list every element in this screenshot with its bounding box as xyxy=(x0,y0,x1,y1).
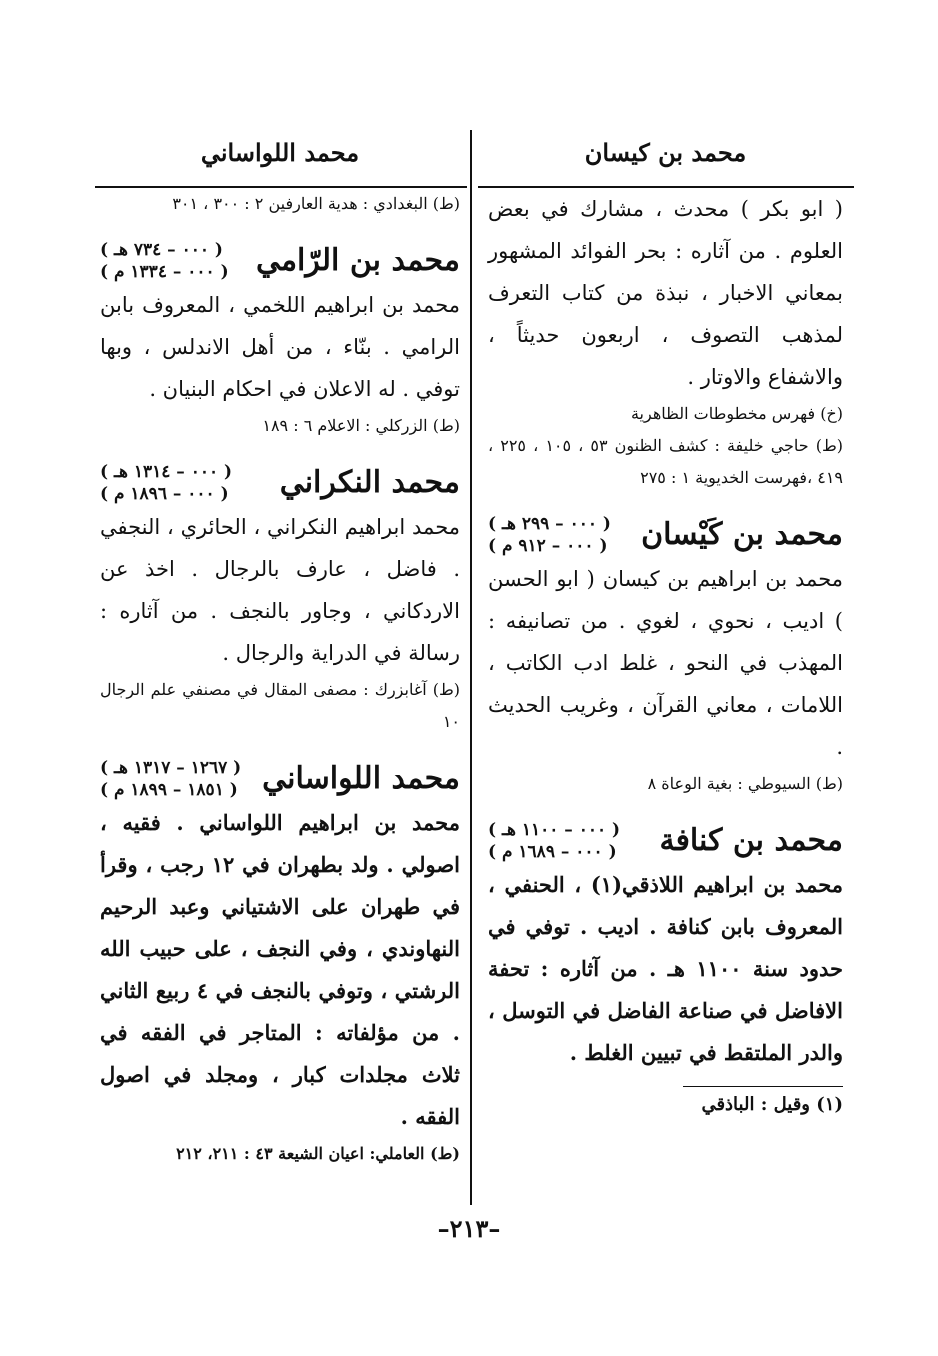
column-divider xyxy=(470,130,472,1205)
entry-text: محمد بن ابراهيم بن كيسان ( ابو الحسن ) اديب ، نحوي ، لغوي . من تصانيفه : المهذب في النحو ، غلط ادب الكاتب ، اللامات ، معاني القرآن ، وغريب الحديث . xyxy=(488,567,843,759)
footnote-rule xyxy=(683,1086,843,1087)
entry-heading xyxy=(488,818,843,864)
entry-ibn-kunafa xyxy=(488,818,843,1074)
entry-dates xyxy=(100,461,232,505)
left-column xyxy=(100,188,460,1170)
entry-reference: (ط) السيوطي : بغية الوعاة ٨ xyxy=(647,774,843,793)
entry-ibn-kaysan xyxy=(488,512,843,800)
entry-dates xyxy=(100,757,241,801)
gregorian-dates: ( ٠٠٠ – ١٣٣٤ م ) xyxy=(100,262,229,282)
entry-dates xyxy=(100,239,229,283)
entry-dates xyxy=(488,513,611,557)
reference-printed: (ط) حاجي خليفة : كشف الظنون ٥٣ ، ١٠٥ ، ٢٢٥ ، ٤١٩ ،فهرست الخديوية ١ : ٢٧٥ xyxy=(488,436,844,487)
gregorian-dates: ( ٠٠٠ – ١٦٨٩ م ) xyxy=(488,842,617,862)
entry-heading xyxy=(488,512,843,558)
entry-text: محمد بن ابراهيم اللخمي ، المعروف بابن الرامي . بنّاء ، من أهل الاندلس ، وبها توفي . له الاعلان في احكام البنيان . xyxy=(100,293,460,401)
entry-dates xyxy=(488,819,620,863)
running-header-right: محمد بن كيسان xyxy=(584,138,747,167)
entry-reference: (ط) العاملي: اعيان الشيعة ٤٣ : ٢١١، ٢١٢ xyxy=(176,1144,460,1163)
gregorian-dates: ( ١٨٥١ – ١٨٩٩ م ) xyxy=(100,780,238,800)
right-column xyxy=(488,188,843,1119)
entry-text: محمد بن ابراهيم اللواساني . فقيه ، اصولي . ولد بطهران في ١٢ رجب ، وقرأ في طهران على الاشتياني وعبد الرحيم النهاوندي ، وفي النجف ، على حبيب الله الرشتي ، وتوفي بالنجف في ٤ ربيع الثاني . من مؤلفاته : المتاجر في الفقه في ثلاث مجلدات كبار ، ومجلد في اصول الفقه . xyxy=(100,810,460,1129)
gregorian-dates: ( ٠٠٠ – ١٨٩٦ م ) xyxy=(100,484,229,504)
entry-text: محمد ابراهيم النكراني ، الحائري ، النجفي . فاضل ، عارف بالرجال . اخذ عن الاردكاني ، وجاور بالنجف . من آثاره : رسالة في الدراية والرجال . xyxy=(100,515,460,665)
hijri-dates: ( ٠٠٠ – ٧٣٤ هـ ) xyxy=(100,240,223,260)
continued-reference: (ط) البغدادي : هدية العارفين ٢ : ٣٠٠ ، ٣٠١ xyxy=(172,194,460,213)
entry-al-nakrani xyxy=(100,460,460,738)
running-header-left: محمد اللواساني xyxy=(200,138,360,167)
entry-name: محمد بن كَيْسان xyxy=(641,517,843,552)
hijri-dates: ( ٠٠٠ – ١٣١٤ هـ ) xyxy=(100,462,233,482)
entry-name: محمد بن الرّامي xyxy=(255,243,460,278)
entry-name: محمد النكراني xyxy=(279,465,460,500)
entry-al-lawasani xyxy=(100,756,460,1170)
hijri-dates: ( ٠٠٠ – ١١٠٠ هـ ) xyxy=(488,820,621,840)
entry-reference: (ط) آغابزرك : مصفى المقال في مصنفي علم الرجال ١٠ xyxy=(100,680,460,731)
page-number: –٢١٣– xyxy=(437,1214,501,1243)
entry-name: محمد اللواساني xyxy=(262,761,460,796)
entry-reference: (ط) الزركلي : الاعلام ٦ : ١٨٩ xyxy=(262,416,460,435)
reference-manuscript: (خ) فهرس مخطوطات الظاهرية xyxy=(630,404,843,423)
entry-ibn-al-rami xyxy=(100,238,460,442)
entry-heading xyxy=(100,238,460,284)
hijri-dates: ( ١٢٦٧ – ١٣١٧ هـ ) xyxy=(100,758,242,778)
entry-heading xyxy=(100,756,460,802)
entry-text: محمد بن ابراهيم اللاذقي(١) ، الحنفي ، المعروف بابن كنافة . اديب . توفي في حدود سنة ١١٠٠ هـ . من آثاره : تحفة الافاضل في صناعة الفاضل في التوسل ، والدر الملتقط في تبيين الغلط . xyxy=(488,872,843,1065)
entry-heading xyxy=(100,460,460,506)
hijri-dates: ( ٠٠٠ – ٢٩٩ هـ ) xyxy=(488,514,611,534)
entry-name: محمد بن كنافة xyxy=(659,823,843,858)
continued-entry-text: ( ابو بكر ) محدث ، مشارك في بعض العلوم . من آثاره : بحر الفوائد المشهور بمعاني الاخبار ، نبذة من كتاب التعرف لمذهب التصوف ، اربعون حديثاً ، والاشفاع والاوتار . xyxy=(488,197,843,389)
gregorian-dates: ( ٠٠٠ – ٩١٢ م ) xyxy=(488,536,608,556)
footnote: (١) وقيل : الباذقي xyxy=(701,1094,843,1115)
